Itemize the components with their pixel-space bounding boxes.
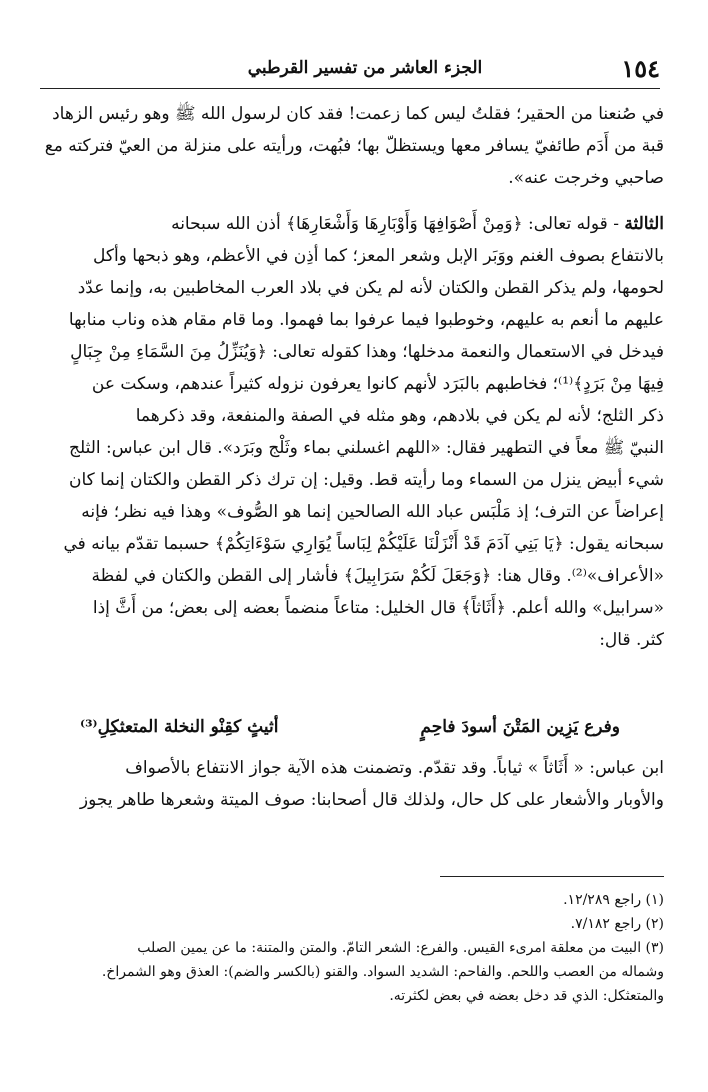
text-line: ابن عباس: « أَثَاثاً » ثياباً. وقد تقدّم. وتضمنت هذه الآية جواز الانتفاع بالأصواف (125, 758, 664, 778)
text-line: صاحبي وخرجت عنه». (508, 168, 664, 188)
main-text (40, 98, 664, 656)
footnotes (40, 888, 664, 1008)
text-line: «سرابيل» والله أعلم. ﴿أَثَاثاً﴾ قال الخليل: متاعاً منضماً بعضه إلى بعض؛ من أَثَّ إذا (92, 598, 664, 618)
footnote-divider (440, 876, 664, 877)
text-line: فِيهَا مِنْ بَرَدٍ﴾⁽¹⁾؛ فخاطبهم بالبَرَد لأنهم كانوا يعرفون نزوله كثيراً عندهم، وسكت عن (91, 374, 664, 394)
text-line: إعراضاً عن الترف؛ إذ مَلْبَس عباد الله الصالحين إنما هو الصُّوف» وهذا فيه نظر؛ فإنه (81, 502, 664, 522)
text-line: «الأعراف»⁽²⁾. وقال هنا: ﴿وَجَعَلَ لَكُمْ سَرَابِيلَ﴾ فأشار إلى القطن والكتان في لفظة (91, 566, 664, 586)
text-line: عليهم ما أنعم به عليهم، وخوطبوا فيما عرفوا بما فهموا. وما قام مقام هذه وناب منابها (68, 310, 664, 330)
verse-first-hemistich: وفرع يَزِين المَتْنَ أسودَ فاحِمٍ (420, 717, 620, 737)
footnote: وشماله من العصب واللحم. والفاحم: الشديد السواد. والقنو (بالكسر والضم): العذق وهو الشمراخ. (101, 964, 664, 980)
text-line: قبة من أَدَم طائفيّ يسافر معها ويستظلّ بها؛ فبُهت، ورأيته على منزلة من العيّ فتركته مع (44, 136, 664, 156)
text-line: - قوله تعالى: ﴿وَمِنْ أَصْوَافِهَا وَأَوْبَارِهَا وَأَشْعَارِهَا﴾ أذن الله سبحانه (171, 214, 619, 234)
verse-second-hemistich: أثيثٍ كقِنْو النخلة المتعثكِلِ⁽³⁾ (80, 717, 279, 737)
page-number: ١٥٤ (621, 54, 660, 83)
footnote: والمتعثكل: الذي قد دخل بعضه في بعض لكثرته. (389, 988, 664, 1004)
text-line: بالانتفاع بصوف الغنم ووَبَر الإبل وشعر المعز؛ كما أذِن في الأعظم، وهو ذبحها وأكل (92, 246, 664, 266)
text-line: كثر. قال: (599, 630, 664, 650)
section-heading: الثالثة (624, 214, 664, 234)
section-first-line (40, 208, 664, 240)
poetry-verse (60, 717, 660, 749)
main-text-continued (40, 752, 664, 816)
footnote: (١) راجع ١٢/٢٨٩. (563, 892, 664, 908)
header-divider (40, 88, 660, 89)
text-line: شيء أبيض ينزل من السماء وما رأيته قط. وقيل: إن ترك ذكر القطن والكتان إنما كان (69, 470, 664, 490)
text-line: فيدخل في الاستعمال والنعمة مدخلها؛ وهذا كقوله تعالى: ﴿وَيُنَزِّلُ مِنَ السَّمَاءِ مِنْ جِبَالٍ (70, 342, 664, 362)
text-line: النبيّ ﷺ معاً في التطهير فقال: «اللهم اغسلني بماء وثَلْج وبَرَد». قال ابن عباس: الثلج (69, 438, 664, 458)
running-title: الجزء العاشر من تفسير القرطبي (247, 58, 483, 78)
footnote: (٣) البيت من معلقة امرىء القيس. والفرع: الشعر التامّ. والمتن والمتنة: ما عن يمين الصلب (137, 940, 664, 956)
text-line: سبحانه يقول: ﴿يَا بَنِي آدَمَ قَدْ أَنْزَلْنَا عَلَيْكُمْ لِبَاساً يُوَارِي سَوْءَاتِكُمْ﴾ حسبما تقدّم بيانه في (63, 534, 664, 554)
text-line: والأوبار والأشعار على كل حال، ولذلك قال أصحابنا: صوف الميتة وشعرها طاهر يجوز (79, 790, 664, 810)
text-line: لحومها، ولم يذكر القطن والكتان لأنه لم يكن في بلاد العرب المخاطبين به، وإنما عدّد (77, 278, 664, 298)
text-line: في صُنعنا من الحقير؛ فقلتُ ليس كما زعمت! فقد كان لرسول الله ﷺ وهو رئيس الزهاد (52, 104, 664, 124)
page-header (40, 52, 660, 88)
text-line: ذكر الثلج؛ لأنه لم يكن في بلادهم، وهو مثله في الصفة والمنفعة، وقد ذكرهما (135, 406, 664, 426)
footnote: (٢) راجع ٧/١٨٢. (570, 916, 664, 932)
